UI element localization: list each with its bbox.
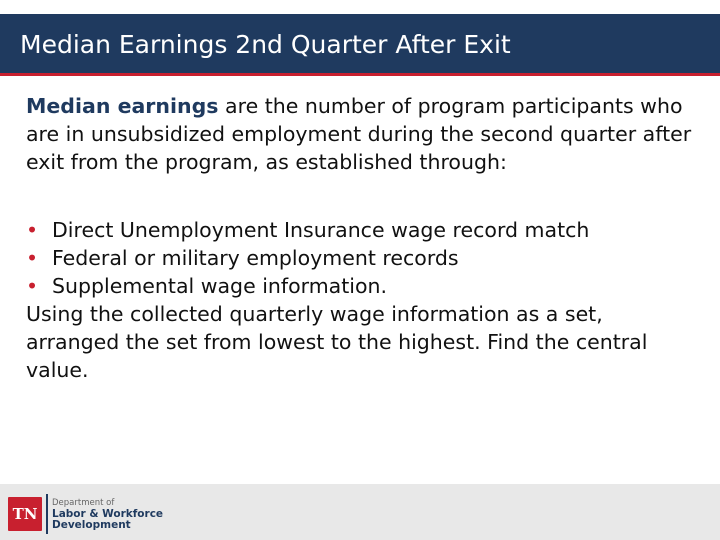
list-item-text: Federal or military employment records <box>52 246 459 270</box>
list-item <box>26 272 700 300</box>
list-item-text: Supplemental wage information. <box>52 274 388 298</box>
bullet-icon: • <box>26 218 39 242</box>
bullet-icon: • <box>26 274 39 298</box>
footer <box>0 484 720 540</box>
list-item <box>26 216 700 244</box>
definition-text: are the number of program participants who are in unsubsidized employment during the second quarter after exit from the program, as established through: <box>26 94 692 174</box>
definition-paragraph <box>26 92 700 176</box>
logo-divider <box>46 494 48 534</box>
tn-logo-icon: TN <box>8 497 42 531</box>
closing-paragraph: Using the collected quarterly wage information as a set, arranged the set from lowest to the highest. Find the central value. <box>26 302 648 382</box>
title-bar <box>0 14 720 76</box>
logo-line-development: Development <box>52 518 131 531</box>
logo-line-labor: Labor & Workforce <box>52 507 164 520</box>
list-item-text: Direct Unemployment Insurance wage record match <box>52 218 590 242</box>
department-logo <box>8 494 163 534</box>
logo-line-department: Department of <box>52 497 115 508</box>
source-list <box>26 216 700 300</box>
slide-title: Median Earnings 2nd Quarter After Exit <box>20 30 511 59</box>
definition-term: Median earnings <box>26 94 219 118</box>
list-item <box>26 244 700 272</box>
bullet-icon: • <box>26 246 39 270</box>
logo-text <box>52 498 163 531</box>
slide-body <box>26 92 700 384</box>
